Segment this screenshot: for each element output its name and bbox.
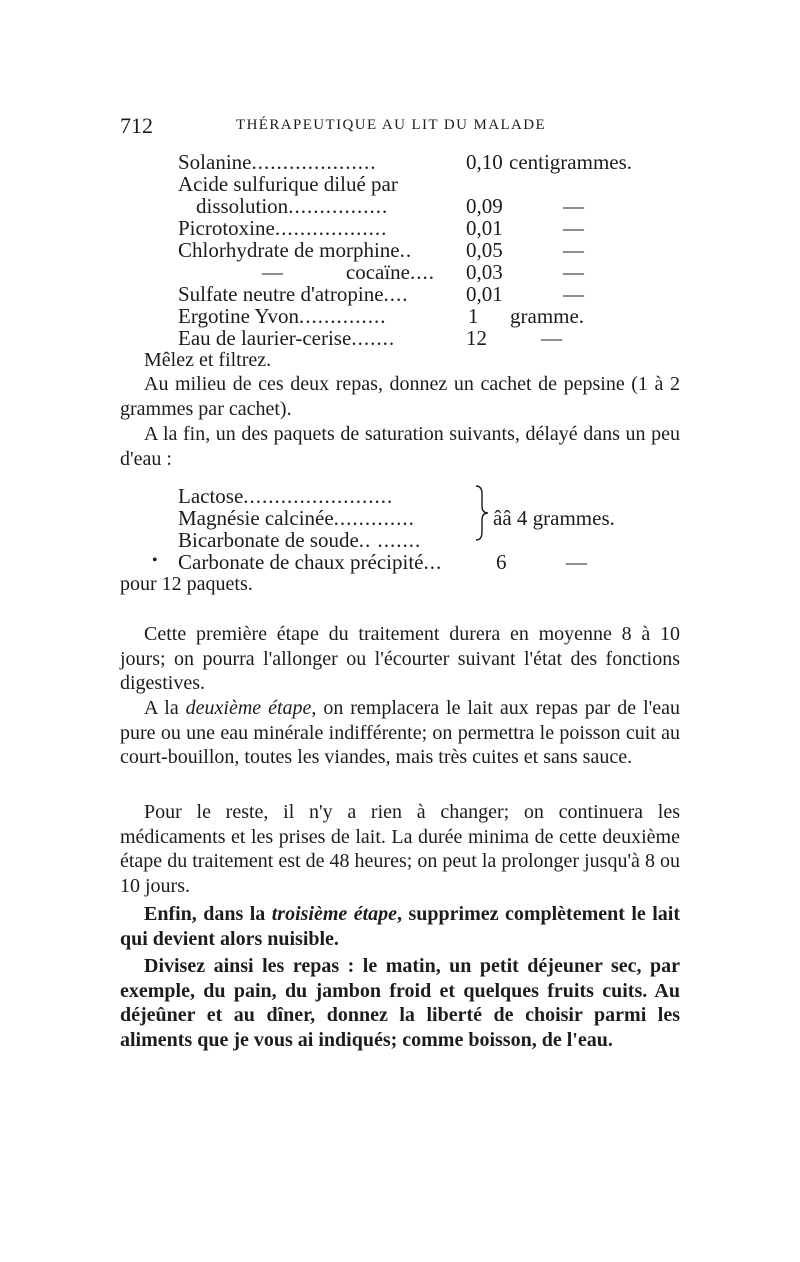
leader-dots: ....... [351, 326, 396, 350]
bullet-mark: • [152, 552, 158, 569]
leader-dots: ... [423, 550, 443, 574]
saturation-row [0, 506, 800, 530]
paragraph-saturation: A la fin, un des paquets de saturation suivants, délayé dans un peu d'eau : [120, 423, 680, 470]
leader-dots: .. [399, 238, 413, 262]
page-number: 712 [120, 113, 153, 138]
prescription-row [0, 238, 800, 262]
saturation-row [0, 528, 800, 552]
ingredient-name: Carbonate de chaux précipité [178, 550, 424, 574]
paragraph-deuxieme-etape: A la deuxième étape, on remplacera le lait aux repas par de l'eau pure ou une eau minérale indifférente; on permettra le poisson cuit au court-bouillon, toutes les viandes, mais très cuites et sans sauce. [120, 697, 680, 769]
running-title: THÉRAPEUTIQUE AU LIT DU MALADE [236, 117, 547, 133]
ingredient-qty: 0,03 [466, 260, 503, 284]
ingredient-name: dissolution [196, 194, 289, 218]
brace-quantity: ââ 4 grammes. [493, 506, 615, 530]
ingredient-name: Picrotoxine [178, 216, 275, 240]
leader-dots: ........................ [243, 484, 394, 508]
prescription-row [0, 282, 800, 306]
ingredient-qty: 0,10 [466, 150, 503, 174]
ingredient-qty: 0,01 [466, 216, 503, 240]
prescription-row [0, 194, 800, 218]
ingredient-name: Acide sulfurique dilué par [178, 172, 398, 196]
ingredient-name: Eau de laurier-cerise [178, 326, 352, 350]
saturation-row [0, 484, 800, 508]
right-brace-icon [474, 484, 490, 542]
leader-dots: .... [383, 282, 409, 306]
paragraph-repas: Divisez ainsi les repas : le matin, un petit déjeuner sec, par exemple, du pain, du jambon froid et quelques fruits cuits. Au déjeûner et au dîner, donnez la liberté de choisir parmi les aliments que je vous ai indiqués; comme boisson, de l'eau. [120, 955, 680, 1051]
paragraph-pepsine: Au milieu de ces deux repas, donnez un cachet de pepsine (1 à 2 grammes par cachet). [120, 373, 680, 420]
ingredient-unit: gramme. [510, 304, 585, 328]
saturation-row [0, 550, 800, 574]
ingredient-unit: — [563, 260, 584, 284]
ingredient-qty: 0,05 [466, 238, 503, 262]
leader-dots: .............. [298, 304, 387, 328]
ingredient-qty: 6 [496, 550, 507, 574]
leader-dots: .................... [251, 150, 377, 174]
emphasis-troisieme-etape: troisième étape [271, 903, 398, 925]
ingredient-name: — cocaïne [261, 260, 410, 284]
ingredient-qty: 0,09 [466, 194, 503, 218]
ingredient-unit: — [566, 550, 587, 574]
page-header [120, 113, 680, 139]
prescription-row [0, 216, 800, 240]
ingredient-name: Sulfate neutre d'atropine [178, 282, 384, 306]
ingredient-name: Solanine [178, 150, 252, 174]
ingredient-qty: 0,01 [466, 282, 503, 306]
ingredient-name: Lactose [178, 484, 244, 508]
paragraph-melez: Mêlez et filtrez. [144, 349, 272, 371]
ingredient-name: Magnésie calcinée [178, 506, 334, 530]
ingredient-qty: 12 [466, 326, 487, 350]
ingredient-name: Chlorhydrate de morphine [178, 238, 400, 262]
leader-dots: .... [410, 260, 435, 284]
prescription-row [0, 326, 800, 350]
ingredient-unit: — [563, 238, 584, 262]
prescription-row [0, 304, 800, 328]
leader-dots: .................. [274, 216, 388, 240]
ingredient-qty: 1 [468, 304, 479, 328]
leader-dots: ................ [288, 194, 389, 218]
paragraph-reste: Pour le reste, il n'y a rien à changer; on continuera les médicaments et les prises de lait. La durée minima de cette deuxième étape du traitement est de 48 heures; on peut la prolonger jusqu'à 8 ou 10 jours. [120, 801, 680, 897]
leader-dots: .. ....... [358, 528, 422, 552]
ingredient-unit: — [563, 216, 584, 240]
prescription-row [0, 150, 800, 174]
ingredient-name: Ergotine Yvon [178, 304, 299, 328]
ingredient-unit: — [563, 282, 584, 306]
ingredient-name: Bicarbonate de soude [178, 528, 359, 552]
prescription-row [0, 172, 800, 196]
ingredient-unit: — [541, 326, 562, 350]
paragraph-paquets: pour 12 paquets. [120, 573, 253, 595]
prescription-row [0, 260, 800, 284]
ingredient-unit: centigrammes. [509, 150, 633, 174]
leader-dots: ............. [333, 506, 415, 530]
emphasis-deuxieme-etape: deuxième étape [185, 697, 312, 719]
paragraph-troisieme-etape: Enfin, dans la troisième étape, supprimez complètement le lait qui devient alors nuisible. [120, 903, 680, 950]
paragraph-premiere-etape: Cette première étape du traitement durera en moyenne 8 à 10 jours; on pourra l'allonger ou l'écourter suivant l'état des fonctions digestives. [120, 623, 680, 695]
ingredient-unit: — [563, 194, 584, 218]
